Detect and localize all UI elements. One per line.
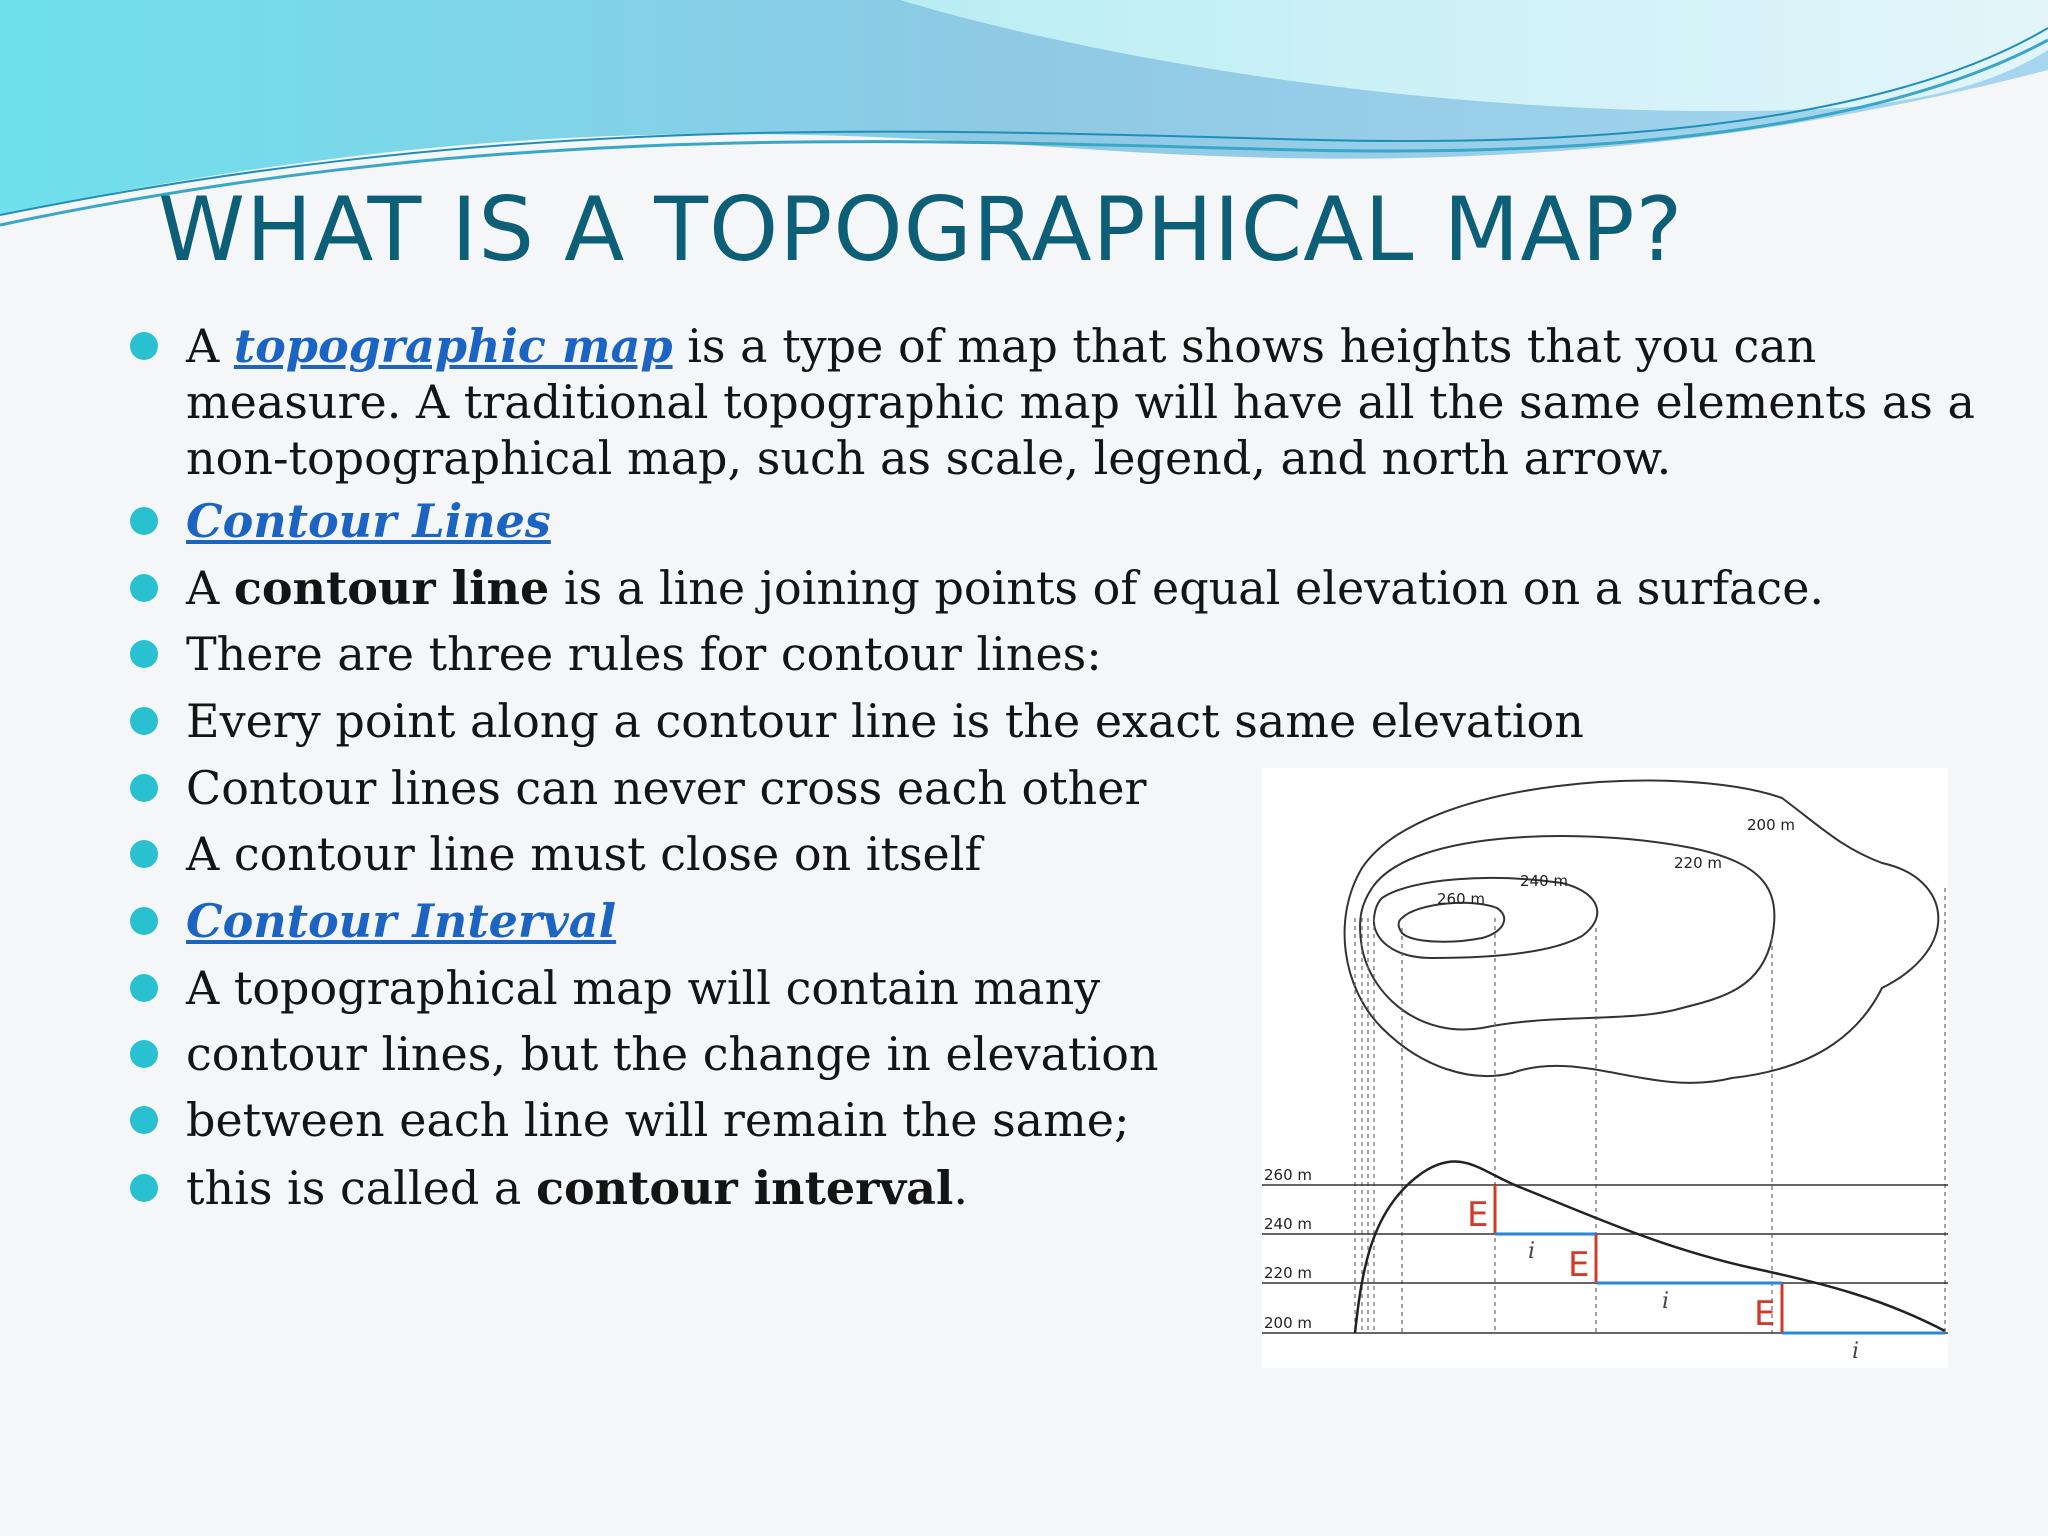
bullet-dot-icon	[130, 1174, 158, 1202]
bullet-dot-icon	[130, 507, 158, 535]
profile-label-240: 240 m	[1264, 1215, 1313, 1233]
slide-title: WHAT IS A TOPOGRAPHICAL MAP?	[158, 178, 1684, 281]
i-label-3: i	[1852, 1339, 1860, 1364]
e-label-2: E	[1568, 1245, 1590, 1285]
bullet-dot-icon	[130, 1106, 158, 1134]
bullet-text: contour lines, but the change in elevation	[186, 1027, 1159, 1081]
map-label-220: 220 m	[1674, 854, 1723, 872]
bullet-item-9	[126, 960, 1100, 1016]
bullet-text: A topographical map will contain many	[186, 961, 1101, 1015]
bullet-text: Contour lines can never cross each other	[186, 761, 1147, 815]
bullet-text: between each line will remain the same;	[186, 1093, 1130, 1147]
bullet-item-1	[126, 318, 1975, 486]
bullet-dot-icon	[130, 574, 158, 602]
bullet-dot-icon	[130, 1040, 158, 1068]
link-2[interactable]: Contour Lines	[186, 494, 551, 548]
bullet-dot-icon	[130, 640, 158, 668]
bullet-text-continued: measure. A traditional topographic map will have all the same elements as a	[186, 375, 1975, 429]
bullet-item-12	[126, 1160, 968, 1216]
figure-background	[1262, 768, 1948, 1368]
profile-label-200: 200 m	[1264, 1314, 1313, 1332]
bullet-item-11	[126, 1092, 1129, 1148]
bullet-text: Every point along a contour line is the exact same elevation	[186, 694, 1584, 748]
bullet-text: is a line joining points of equal elevation on a surface.	[549, 561, 1825, 615]
bullet-item-4	[126, 626, 1102, 682]
contour-diagram	[1262, 768, 1948, 1368]
bullet-text: There are three rules for contour lines:	[186, 627, 1102, 681]
bullet-text: A	[186, 561, 234, 615]
bullet-dot-icon	[130, 774, 158, 802]
bullet-text: A contour line must close on itself	[186, 827, 982, 881]
e-label-1: E	[1467, 1195, 1489, 1235]
map-label-200: 200 m	[1747, 816, 1796, 834]
bullet-dot-icon	[130, 974, 158, 1002]
bold-term: contour interval	[535, 1161, 954, 1215]
bullet-item-10	[126, 1026, 1159, 1082]
bullet-item-2	[126, 493, 551, 549]
bold-term: contour line	[233, 561, 550, 615]
bullet-dot-icon	[130, 840, 158, 868]
bullet-text-continued: non-topographical map, such as scale, legend, and north arrow.	[186, 431, 1672, 485]
bullet-dot-icon	[130, 707, 158, 735]
map-label-240: 240 m	[1520, 872, 1569, 890]
profile-label-220: 220 m	[1264, 1264, 1313, 1282]
bullet-text: A	[186, 319, 234, 373]
i-label-1: i	[1528, 1239, 1536, 1264]
i-label-2: i	[1662, 1289, 1670, 1314]
e-label-3: E	[1754, 1294, 1776, 1334]
bullet-dot-icon	[130, 907, 158, 935]
link-8[interactable]: Contour Interval	[186, 894, 617, 948]
bullet-item-3	[126, 560, 1824, 616]
map-label-260: 260 m	[1437, 890, 1486, 908]
profile-label-260: 260 m	[1264, 1166, 1313, 1184]
bullet-item-7	[126, 826, 982, 882]
bullet-text: .	[953, 1161, 969, 1215]
bullet-item-6	[126, 760, 1147, 816]
link-1[interactable]: topographic map	[233, 319, 673, 373]
bullet-dot-icon	[130, 332, 158, 360]
bullet-text: is a type of map that shows heights that you can	[672, 319, 1817, 373]
bullet-item-5	[126, 693, 1584, 749]
bullet-item-8	[126, 893, 616, 949]
bullet-text: this is called a	[186, 1161, 536, 1215]
